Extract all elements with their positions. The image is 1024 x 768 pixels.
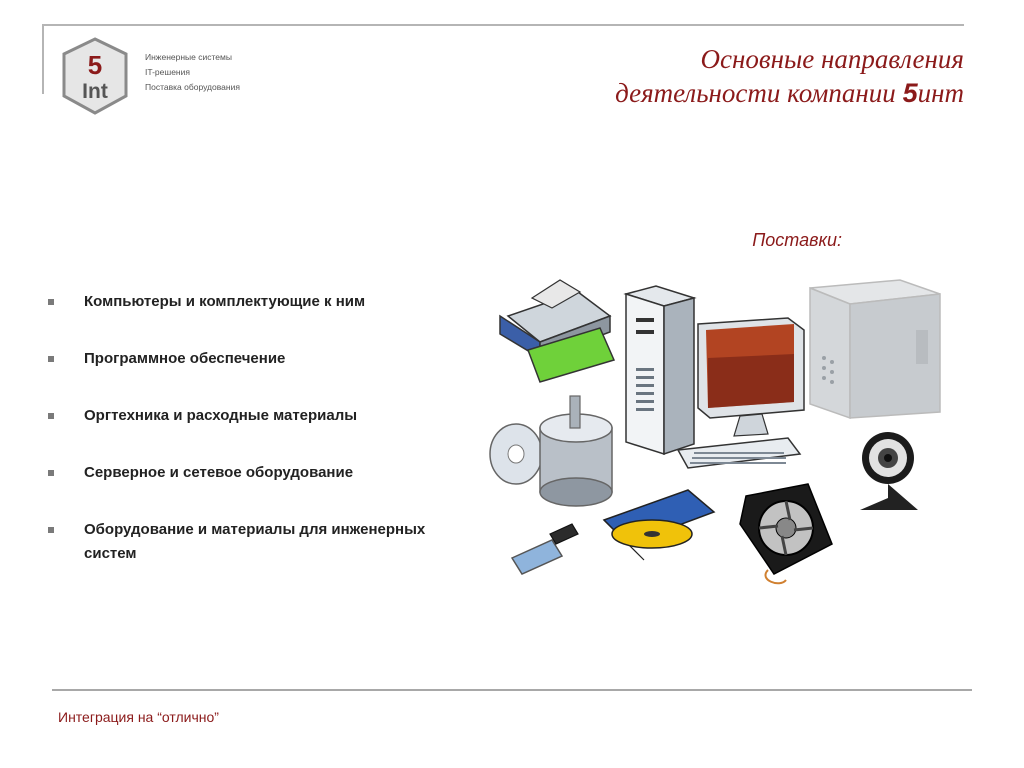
tagline-it: IT-решения [145,67,190,77]
list-item-text: Программное обеспечение [84,350,286,367]
optical-drive-icon [604,490,714,560]
list-item-text: Оборудование и материалы для инженерных систем [84,521,426,562]
computer-tower-icon [626,286,694,454]
square-bullet-icon [48,299,54,305]
list-item-text: Компьютеры и комплектующие к ним [84,293,366,310]
supply-list [48,290,448,599]
title-suffix: инт [917,78,964,108]
logo-taglines [145,50,240,95]
square-bullet-icon [48,470,54,476]
square-bullet-icon [48,356,54,362]
usb-flash-icon [512,524,578,574]
list-item [48,518,448,566]
title-line-1: Основные направления [700,44,964,74]
tagline-supply: Поставка оборудования [145,82,240,92]
square-bullet-icon [48,527,54,533]
section-subtitle: Поставки: [752,230,842,250]
list-item [48,290,448,314]
list-item [48,461,448,485]
webcam-icon [860,432,918,510]
title-line-2-text: деятельности компании [615,78,903,108]
cooler-fan-icon [740,484,832,583]
title-number: 5 [902,78,918,108]
slide-title [615,42,964,110]
list-item-text: Оргтехника и расходные материалы [84,407,358,424]
keyboard-icon [678,438,800,468]
company-logo [58,36,132,116]
logo-text: Int [82,80,108,103]
square-bullet-icon [48,413,54,419]
server-case-icon [810,280,940,418]
list-item-text: Серверное и сетевое оборудование [84,464,354,481]
hardware-illustration [488,258,952,590]
title-line-2 [615,76,964,110]
cd-spindle-icon [490,396,612,506]
footer-rule [52,689,972,691]
tagline-engineering: Инженерные системы [145,52,232,62]
footer-slogan: Интеграция на “отлично” [58,709,219,725]
list-item [48,347,448,371]
logo-number: 5 [87,50,103,80]
left-rule [42,24,44,94]
list-item [48,404,448,428]
top-rule [42,24,964,26]
printer-icon [500,280,614,382]
monitor-icon [698,318,804,436]
